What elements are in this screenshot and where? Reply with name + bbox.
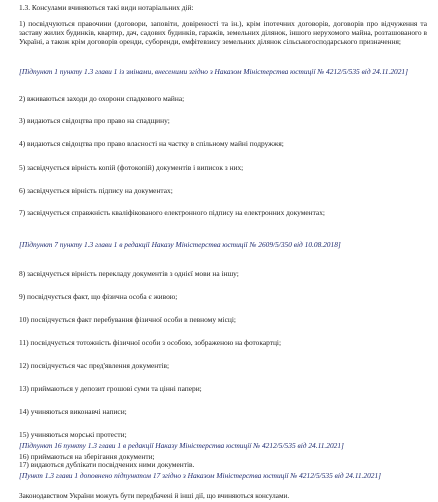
list-item-4: 4) видаються свідоцтва про право власності на частку в спільному майні подружжя; — [19, 139, 284, 148]
outro-text: Законодавством України можуть бути передбачені й інші дії, що вчиняються консулами. — [19, 492, 290, 500]
list-item-12: 12) посвідчується час пред'явлення документів; — [19, 361, 170, 370]
list-item-11: 11) посвідчується тотожність фізичної особи з особою, зображеною на фотокартці; — [19, 338, 282, 347]
list-item-7: 7) засвідчується справжність кваліфікованого електронного підпису на електронних документах; — [19, 208, 325, 217]
amendment-note-16: [Підпункт 16 пункту 1.3 глави 1 в редакції Наказу Міністерства юстиції № 4212/5/535 від 24.11.2021] — [19, 441, 344, 450]
amendment-note-1: [Підпункт 1 пункту 1.3 глави 1 із змінами, внесеними згідно з Наказом Міністерства юстиції № 4212/5/535 від 24.11.2021] — [19, 67, 409, 76]
list-item-2: 2) вживаються заходи до охорони спадкового майна; — [19, 94, 185, 103]
intro-text: 1.3. Консулами вчиняються такі види нотаріальних дій: — [19, 3, 194, 12]
list-item-15: 15) учиняються морські протести; — [19, 430, 127, 439]
list-item-10: 10) посвідчується факт перебування фізичної особи в певному місці; — [19, 315, 236, 324]
list-item-16: 16) приймаються на зберігання документи; — [19, 452, 155, 461]
amendment-note-17: [Пункт 1.3 глави 1 доповнено підпунктом 17 згідно з Наказом Міністерства юстиції № 4212/5/535 від 24.11.2021] — [19, 471, 382, 480]
list-item-13: 13) приймаються у депозит грошові суми та цінні папери; — [19, 384, 202, 393]
list-item-14: 14) учиняються виконавчі написи; — [19, 407, 127, 416]
list-item-9: 9) посвідчується факт, що фізична особа є живою; — [19, 292, 178, 301]
list-item-1: 1) посвідчуються правочини (договори, заповіти, довіреності та ін.), крім іпотечних договорів, договорів про відчуження та заставу жилих будинків, квартир, дач, садових будинків, гаражів, земельних ділянок, іншого нерухомого майна, розташованого в Україні, а також крім договорів оренди, суборенди, емфітевзису земельних ділянок сільськогосподарського призначення; — [19, 19, 427, 46]
list-item-5: 5) засвідчується вірність копій (фотокопій) документів і виписок з них; — [19, 163, 244, 172]
list-item-8: 8) засвідчується вірність перекладу документів з однієї мови на іншу; — [19, 269, 239, 278]
list-item-17: 17) видаються дублікати посвідчених ними документів. — [19, 460, 195, 469]
list-item-3: 3) видаються свідоцтва про право на спадщину; — [19, 116, 170, 125]
list-item-6: 6) засвідчується вірність підпису на документах; — [19, 186, 173, 195]
amendment-note-7: [Підпункт 7 пункту 1.3 глави 1 в редакції Наказу Міністерства юстиції № 2609/5/350 від 10.08.2018] — [19, 240, 341, 249]
